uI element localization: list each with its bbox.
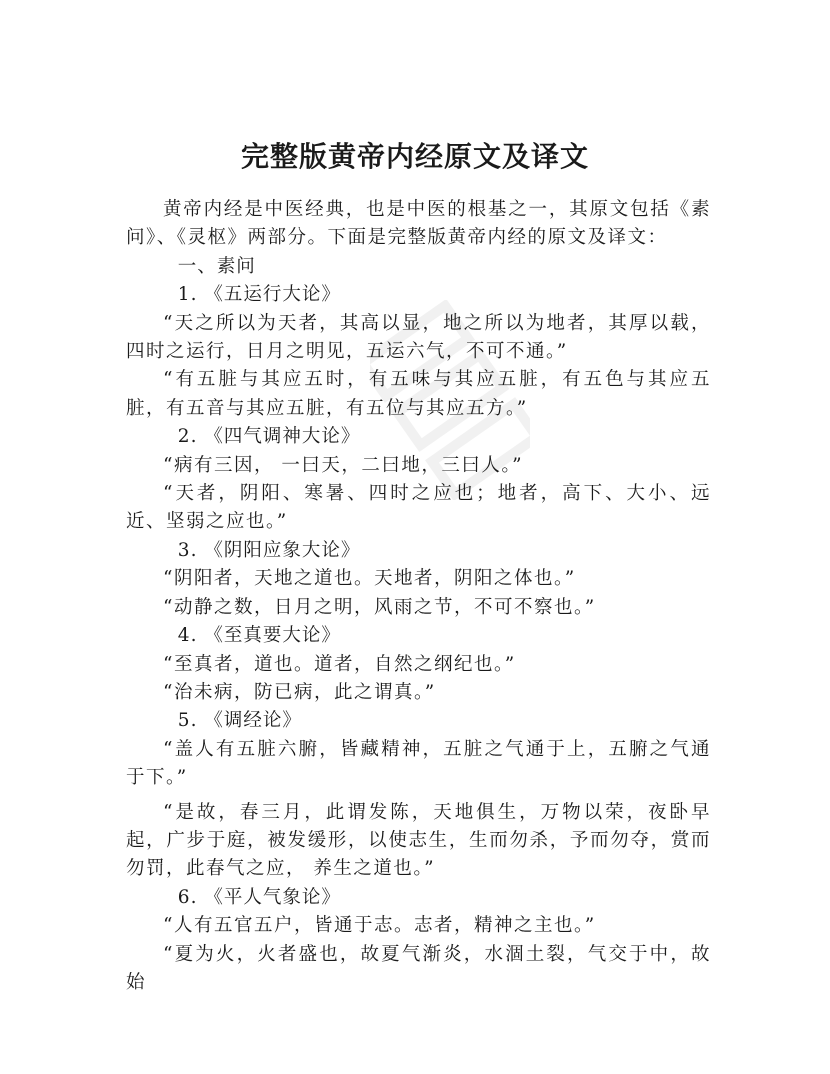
quote-1-1: “天之所以为天者，其高以显，地之所以为地者，其厚以载，四时之运行，日月之明见，五运六气，不可不通。” <box>126 312 711 363</box>
quote-2-2: “天者，阴阳、寒暑、四时之应也；地者，高下、大小、远近、坚弱之应也。” <box>126 483 711 533</box>
quote-3-1: “阴阳者，天地之道也。天地者，阴阳之体也。” <box>163 568 576 590</box>
quote-3-2: “动静之数，日月之明，风雨之节，不可不察也。” <box>163 596 596 618</box>
item-heading-5: 5. 《调经论》 <box>177 710 302 732</box>
intro-paragraph: 黄帝内经是中医经典，也是中医的根基之一，其原文包括《素问》、《灵枢》两部分。下面是完整版黄帝内经的原文及译文： <box>126 199 711 249</box>
quote-1-2: “有五脏与其应五时，有五味与其应五脏，有五色与其应五脏，有五音与其应五脏，有五位与其应五方。” <box>126 369 711 419</box>
quote-6-2: “夏为火，火者盛也，故夏气渐炎，水涸土裂，气交于中，故始 <box>126 943 711 993</box>
item-heading-4: 4. 《至真要大论》 <box>177 625 341 647</box>
item-heading-3: 3. 《阴阳应象大论》 <box>177 539 361 561</box>
document-body <box>126 196 711 997</box>
quote-4-1: “至真者，道也。道者，自然之纲纪也。” <box>163 653 516 675</box>
quote-5-2: “是故，春三月，此谓发陈，天地俱生，万物以荣，夜卧早起，广步于庭，被发缓形，以使志生，生而勿杀，予而勿夺，赏而勿罚，此春气之应， 养生之道也。” <box>126 801 711 880</box>
quote-4-2: “治未病，防已病，此之谓真。” <box>163 681 436 703</box>
quote-6-1: “人有五官五户，皆通于志。志者，精神之主也。” <box>163 915 596 937</box>
page-title: 完整版黄帝内经原文及译文 <box>240 139 589 173</box>
item-heading-2: 2. 《四气调神大论》 <box>177 426 361 448</box>
item-heading-6: 6. 《平人气象论》 <box>177 886 341 908</box>
quote-5-1: “盖人有五脏六腑，皆藏精神，五脏之气通于上，五腑之气通于下。” <box>126 738 711 789</box>
quote-2-1: “病有三因， 一曰天，二曰地，三曰人。” <box>163 454 524 476</box>
section-heading-suwen: 一、素问 <box>177 255 256 277</box>
item-heading-1: 1. 《五运行大论》 <box>177 284 341 306</box>
